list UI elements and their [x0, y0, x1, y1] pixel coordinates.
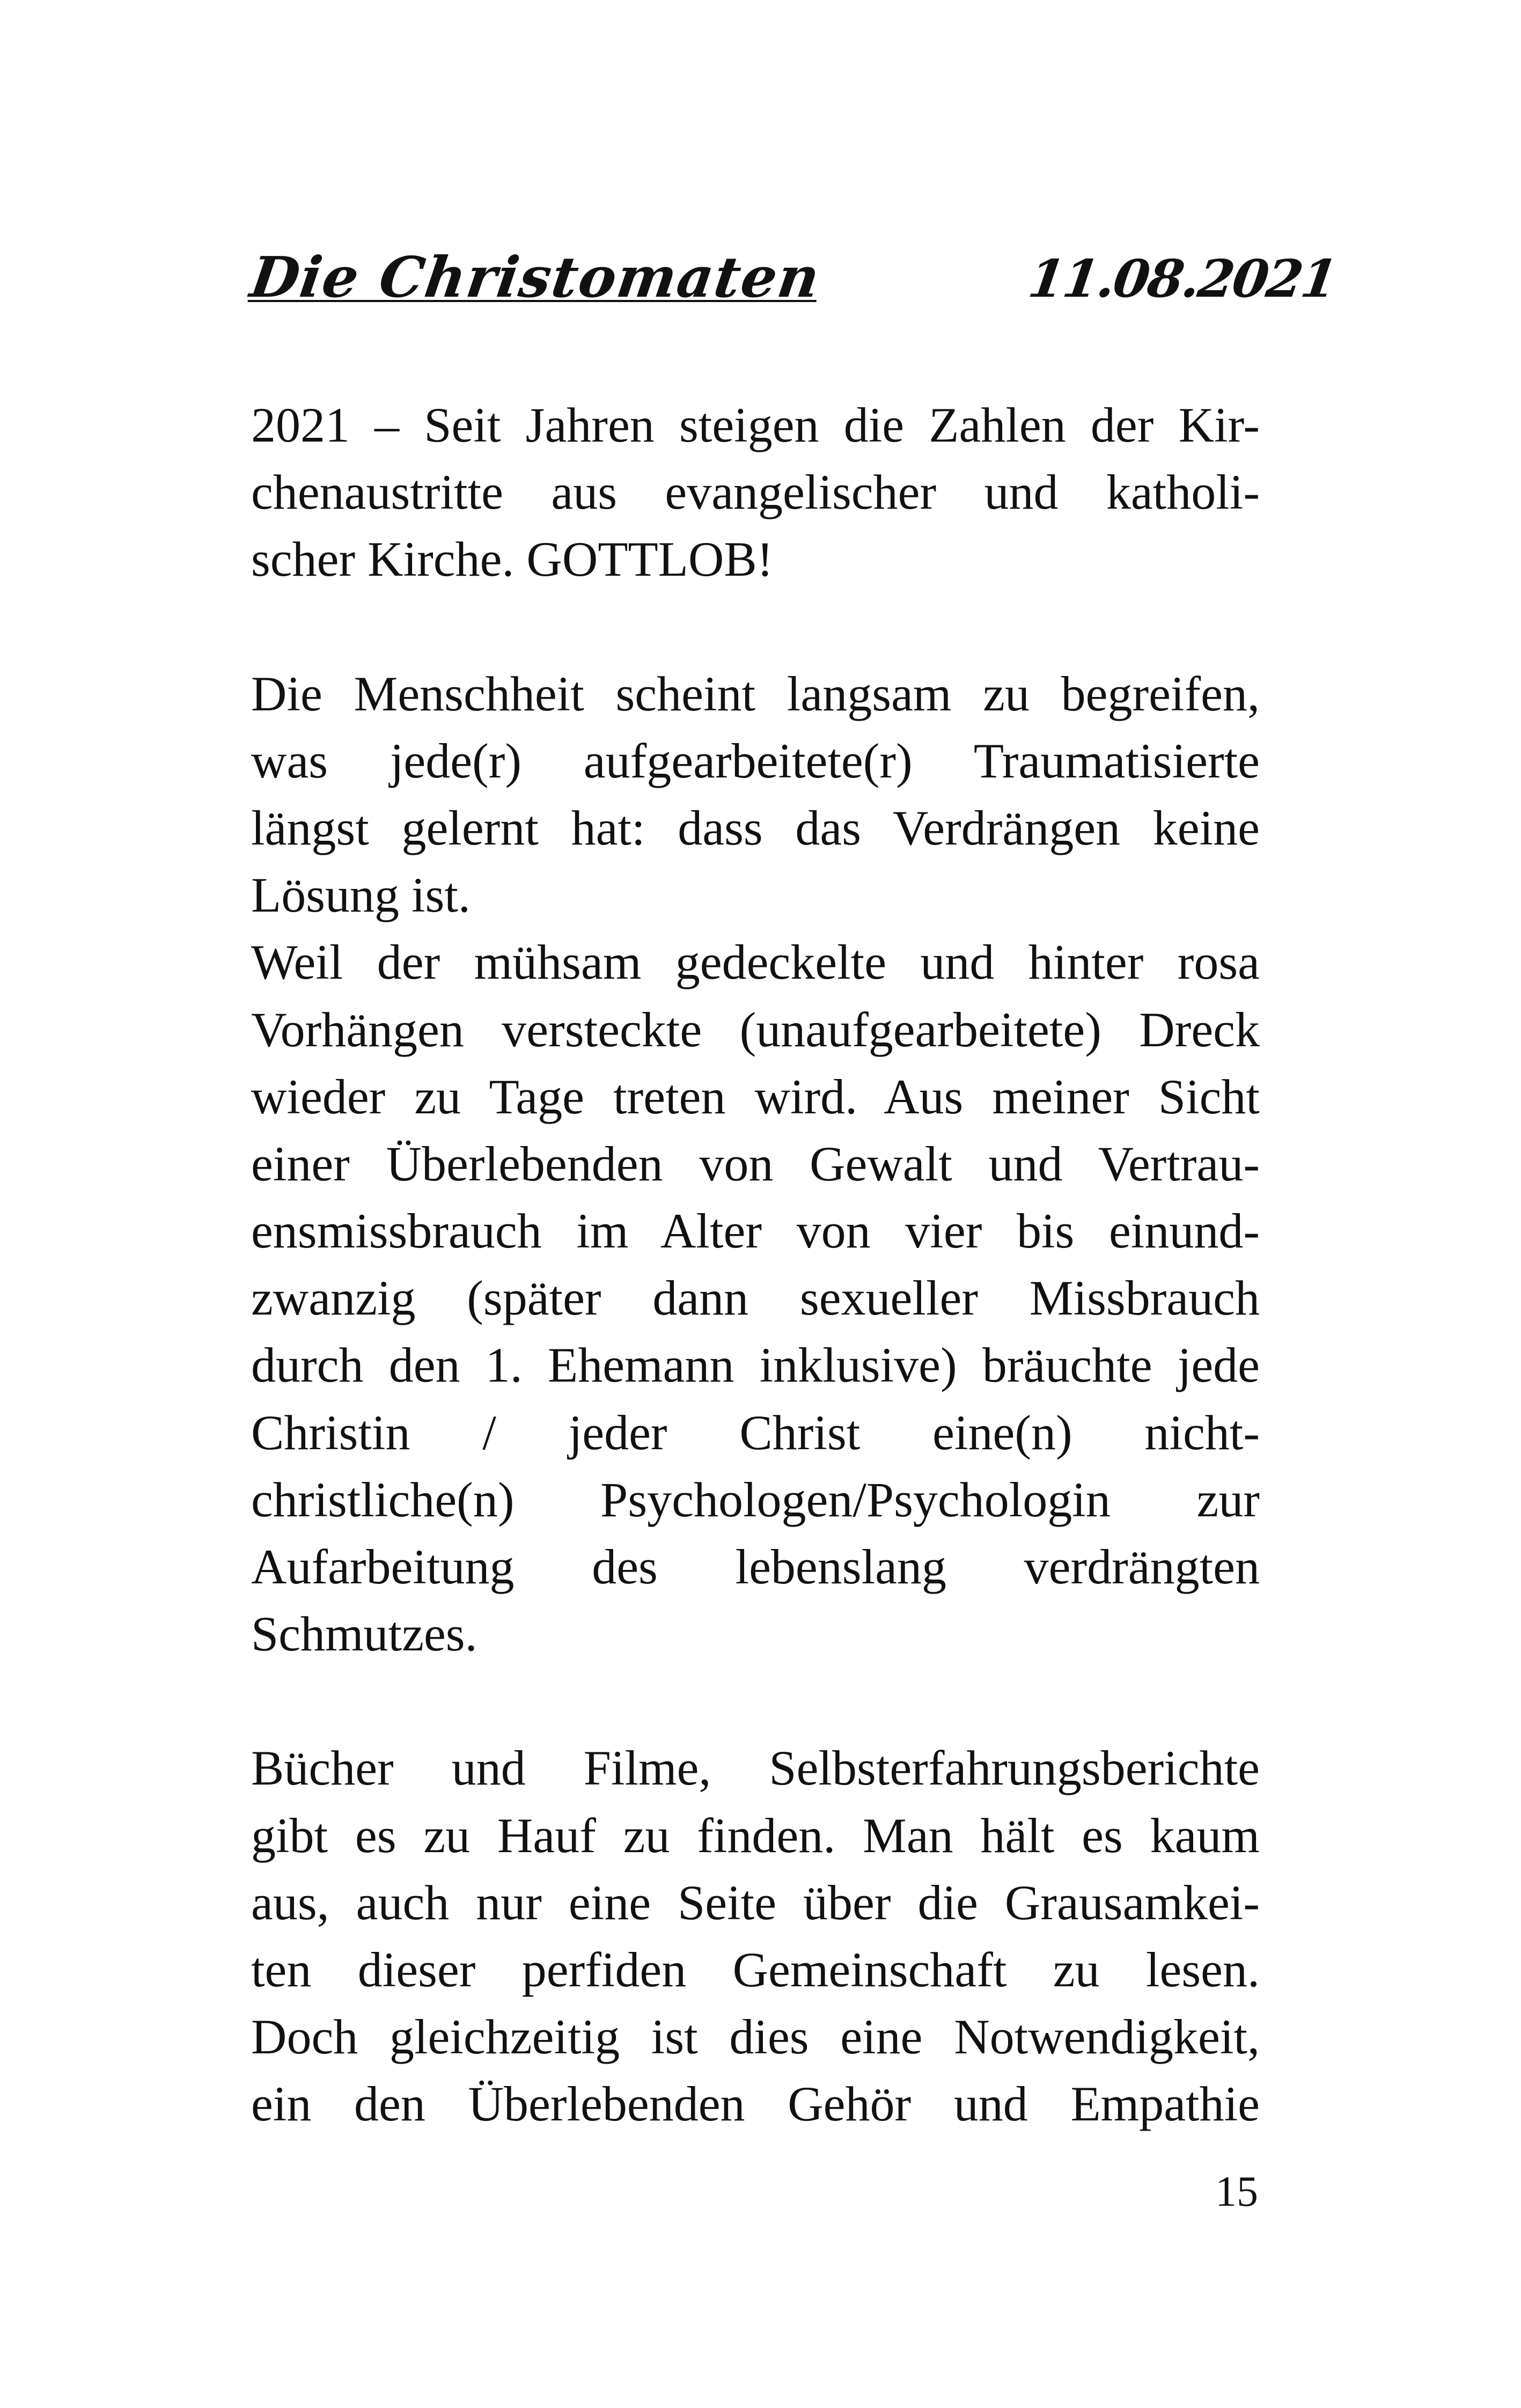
text-line: durch den 1. Ehemann inklusive) bräuchte jede	[251, 1338, 1260, 1393]
text-line: Doch gleichzeitig ist dies eine Notwendigkeit,	[251, 2009, 1260, 2065]
text-line: scher Kirche. GOTTLOB!	[251, 532, 774, 587]
text-line: aus, auch nur eine Seite über die Grausamkei-	[251, 1875, 1260, 1930]
text-line: Christin / jeder Christ eine(n) nicht-	[251, 1405, 1260, 1460]
text-line: was jede(r) aufgearbeitete(r) Traumatisierte	[251, 733, 1260, 788]
body-text	[251, 392, 1260, 2138]
chapter-date: 11.08.2021	[1025, 248, 1340, 309]
text-line: zwanzig (später dann sexueller Missbrauch	[251, 1271, 1260, 1326]
text-line: chenaustritte aus evangelischer und katholi-	[251, 465, 1260, 520]
paragraph-3	[251, 929, 1260, 1668]
text-line: gibt es zu Hauf zu finden. Man hält es kaum	[251, 1808, 1260, 1863]
page-number: 15	[1215, 2168, 1258, 2215]
text-line: christliche(n) Psychologen/Psychologin zur	[251, 1472, 1260, 1527]
text-line: wieder zu Tage treten wird. Aus meiner Sicht	[251, 1069, 1260, 1124]
text-line: Die Menschheit scheint langsam zu begreifen,	[251, 666, 1260, 721]
text-line: einer Überlebenden von Gewalt und Vertrau-	[251, 1136, 1260, 1191]
text-line: ensmissbrauch im Alter von vier bis einund-	[251, 1203, 1260, 1259]
text-line: Schmutzes.	[251, 1606, 477, 1662]
paragraph-4	[251, 1735, 1260, 2138]
text-line: Lösung ist.	[251, 868, 471, 923]
text-line: ein den Überlebenden Gehör und Empathie	[251, 2076, 1260, 2132]
text-line: Vorhängen versteckte (unaufgearbeitete) Dreck	[251, 1002, 1260, 1057]
paragraph-2	[251, 660, 1260, 929]
chapter-header	[246, 244, 1340, 330]
text-line: Bücher und Filme, Selbsterfahrungsberichte	[251, 1741, 1260, 1796]
text-line: längst gelernt hat: dass das Verdrängen keine	[251, 800, 1260, 855]
text-line: 2021 – Seit Jahren steigen die Zahlen der Kir-	[251, 398, 1260, 452]
chapter-title: Die Christomaten	[246, 244, 825, 310]
paragraph-1	[251, 392, 1260, 593]
text-line: Aufarbeitung des lebenslang verdrängten	[251, 1539, 1260, 1594]
text-line: ten dieser perfiden Gemeinschaft zu lesen.	[251, 1942, 1260, 1997]
text-line: Weil der mühsam gedeckelte und hinter rosa	[251, 935, 1260, 990]
